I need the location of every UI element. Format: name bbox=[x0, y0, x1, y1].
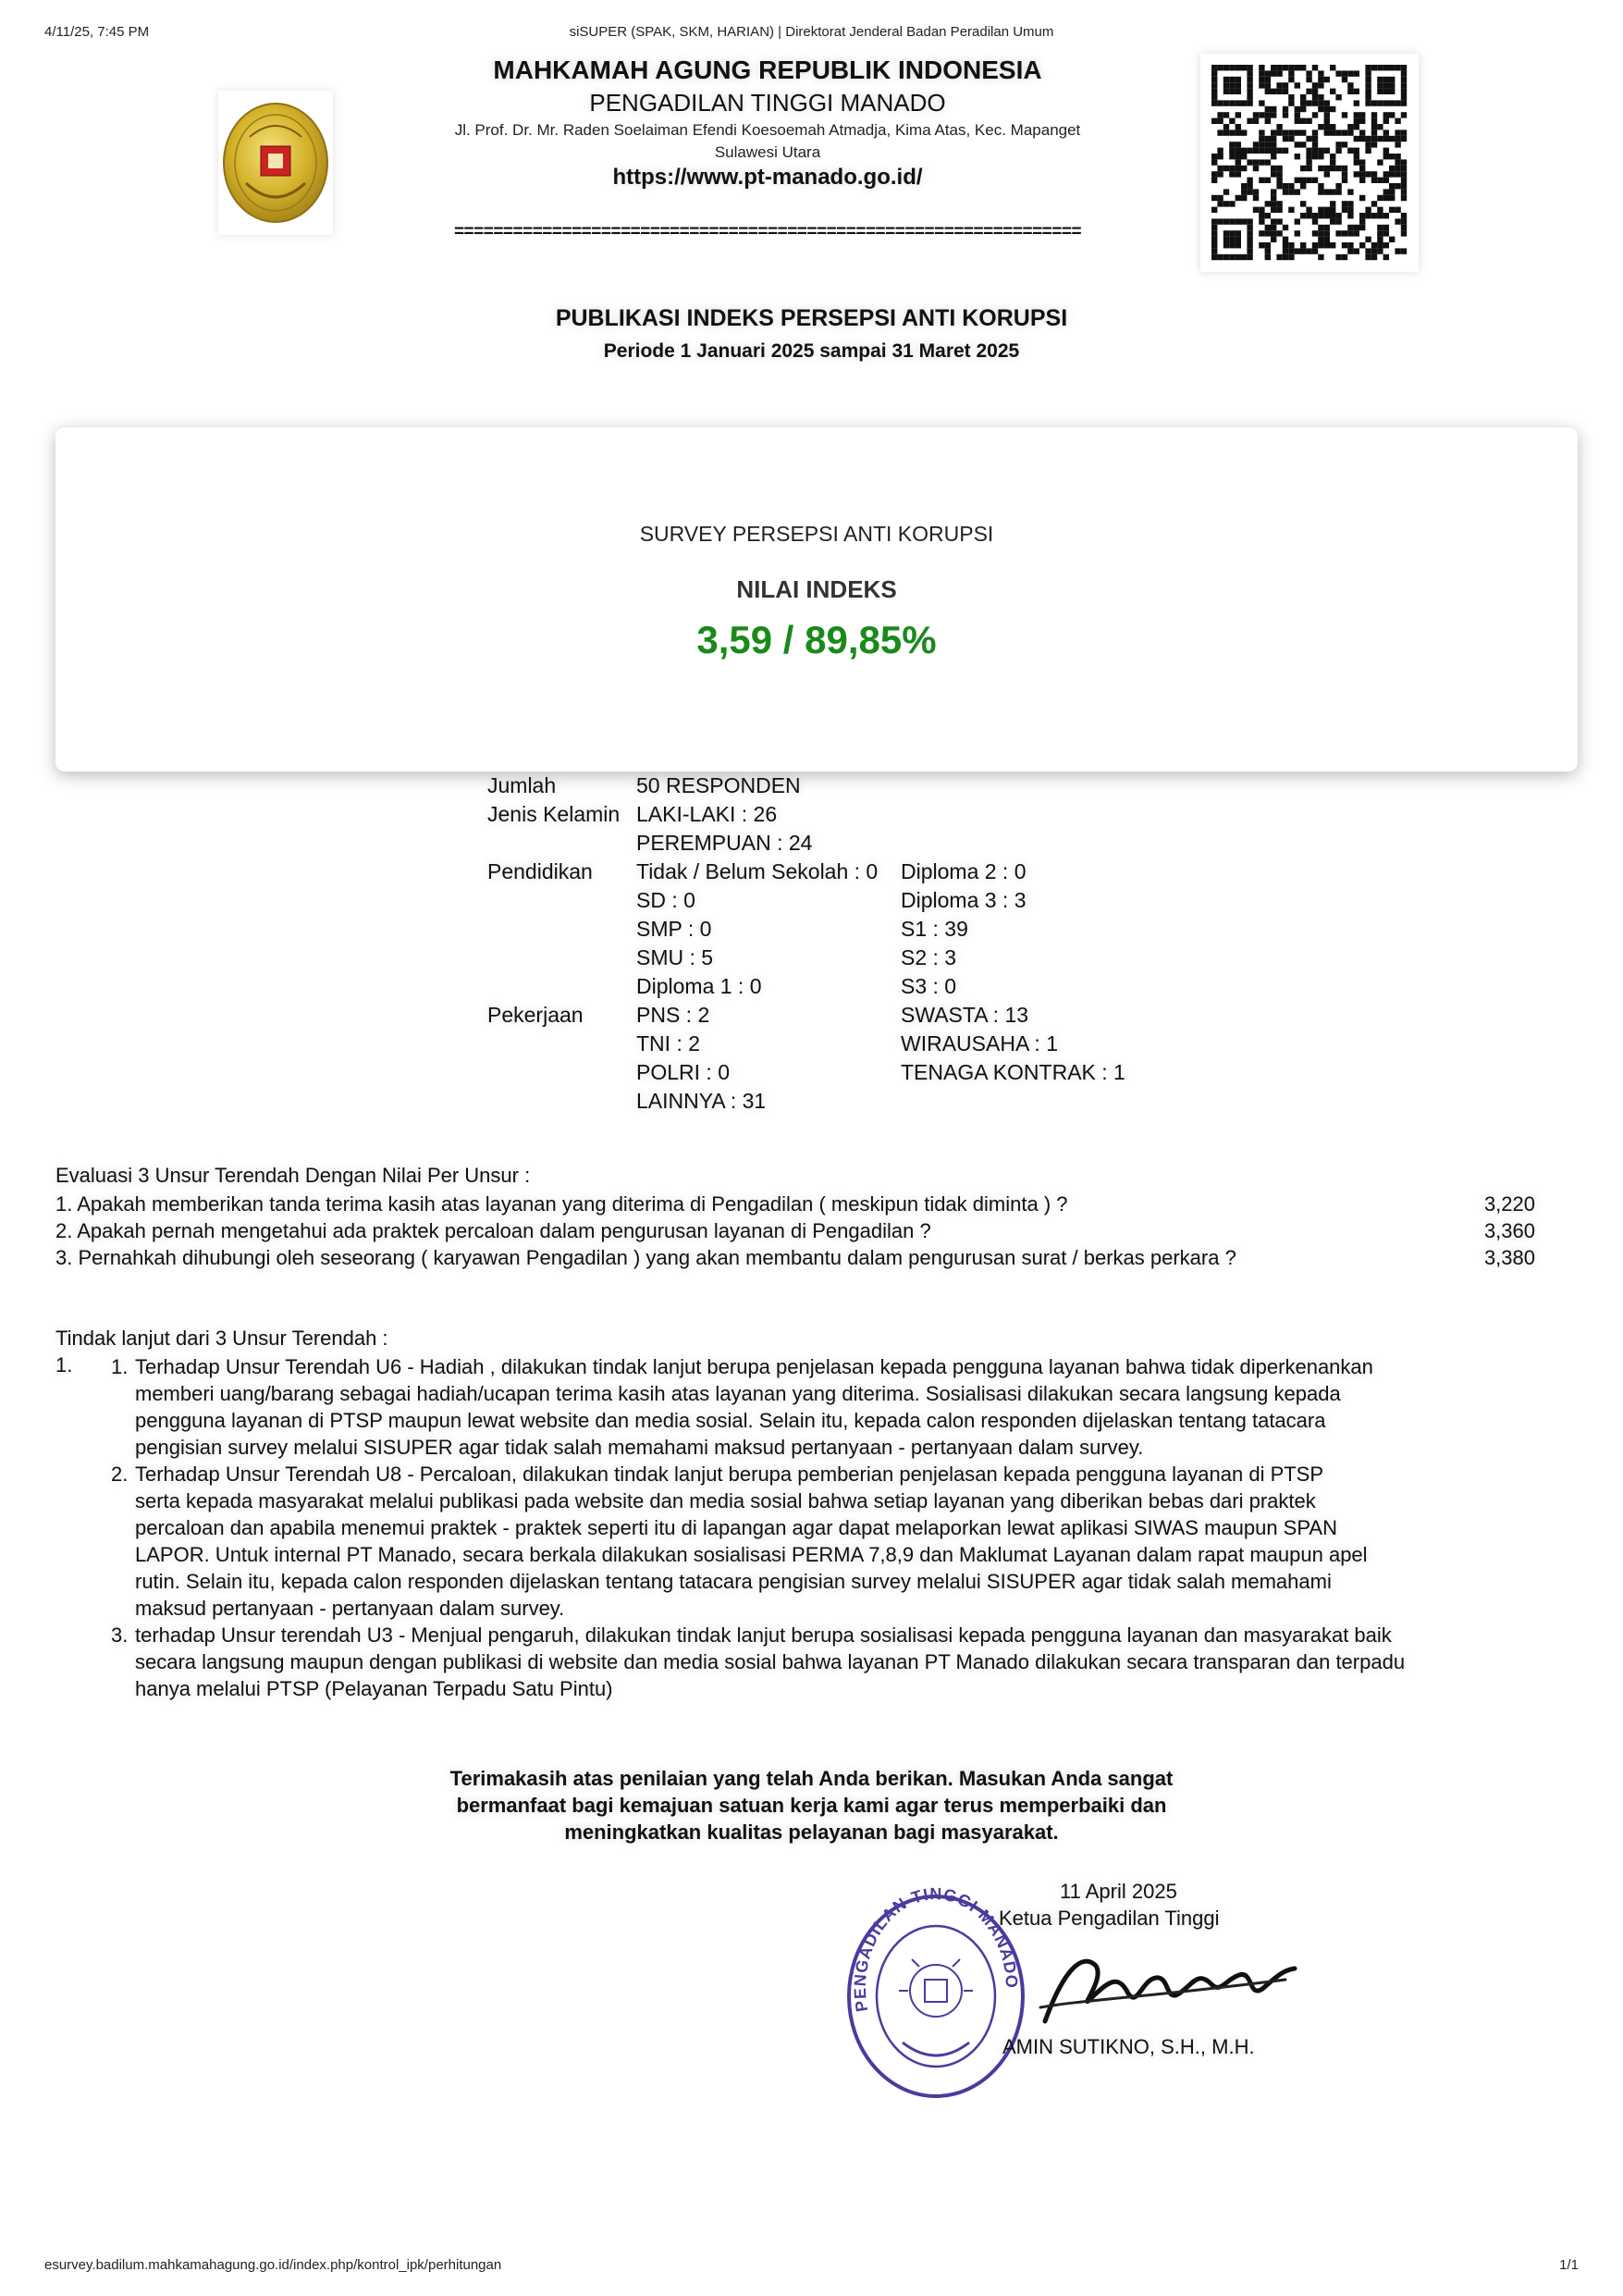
job-item: LAINNYA : 31 bbox=[636, 1089, 767, 1113]
closing-line: meningkatkan kualitas pelayanan bagi masyarakat. bbox=[564, 1821, 1059, 1844]
jumlah-value: 50 RESPONDEN bbox=[636, 773, 801, 797]
followup-line: serta kepada masyarakat melalui publikasi pada website dan media sosial bahwa setiap layanan yang diberikan bebas dari praktek bbox=[135, 1489, 1316, 1512]
publication-title: PUBLIKASI INDEKS PERSEPSI ANTI KORUPSI bbox=[555, 305, 1068, 331]
followup-line: secara langsung maupun dengan publikasi di website dan media sosial bahwa layanan PT Manado dilakukan secara transparan dan terpadu bbox=[135, 1650, 1406, 1673]
followup-line: pengguna layanan di PTSP maupun lewat website dan media sosial. Selain itu, kepada calon responden dijelaskan tentang tatacara bbox=[135, 1409, 1326, 1432]
education-item: S2 : 3 bbox=[901, 945, 957, 969]
followup-line: memberi uang/barang sebagai hadiah/ucapan terima kasih atas layanan yang diterima. Sosialisasi dilakukan secara langsung kepada bbox=[135, 1382, 1341, 1405]
court-stamp bbox=[843, 1878, 1028, 2100]
education-item: Diploma 1 : 0 bbox=[636, 974, 762, 998]
job-item: WIRAUSAHA : 1 bbox=[901, 1031, 1058, 1055]
education-item: SD : 0 bbox=[636, 888, 695, 912]
print-url: esurvey.badilum.mahkamahagung.go.id/index.php/kontrol_ipk/perhitungan bbox=[44, 2257, 502, 2273]
address-line-2: Sulawesi Utara bbox=[714, 143, 821, 161]
website-link[interactable]: https://www.pt-manado.go.id/ bbox=[612, 165, 923, 190]
education-label: Pendidikan bbox=[487, 859, 593, 883]
institution-name: MAHKAMAH AGUNG REPUBLIK INDONESIA bbox=[493, 56, 1042, 84]
closing-line: bermanfaat bagi kemajuan satuan kerja kami agar terus memperbaiki dan bbox=[456, 1794, 1167, 1817]
job-item: TENAGA KONTRAK : 1 bbox=[901, 1060, 1125, 1084]
survey-name: SURVEY PERSEPSI ANTI KORUPSI bbox=[639, 522, 994, 546]
followup-line: hanya melalui PTSP (Pelayanan Terpadu Satu Pintu) bbox=[135, 1677, 613, 1700]
followup-line: rutin. Selain itu, kepada calon responden dijelaskan tentang tatacara pengisian survey melalui SISUPER agar tidak salah memahami bbox=[135, 1570, 1332, 1593]
evaluation-question: 1. Apakah memberikan tanda terima kasih atas layanan yang diterima di Pengadilan ( meskipun tidak diminta ) ? bbox=[55, 1192, 1068, 1216]
followup-number: 1. bbox=[111, 1355, 129, 1378]
education-item: S1 : 39 bbox=[901, 917, 968, 941]
evaluation-score: 3,220 bbox=[1483, 1192, 1535, 1216]
followup-line: Terhadap Unsur Terendah U8 - Percaloan, dilakukan tindak lanjut berupa pemberian penjelasan kepada pengguna layanan di PTSP bbox=[135, 1463, 1324, 1486]
followup-number: 2. bbox=[111, 1463, 129, 1486]
followup-line: terhadap Unsur terendah U3 - Menjual pengaruh, dilakukan tindak lanjut berupa sosialisasi kepada pengguna layanan dan masyarakat baik bbox=[135, 1623, 1392, 1647]
followup-line: pengisian survey melalui SISUPER agar tidak salah memahami maksud pertanyaan - pertanyaan dalam survey. bbox=[135, 1436, 1144, 1459]
print-page-number: 1/1 bbox=[1559, 2257, 1579, 2273]
index-card bbox=[55, 427, 1578, 772]
followup-heading: Tindak lanjut dari 3 Unsur Terendah : bbox=[55, 1327, 388, 1350]
index-value: 3,59 / 89,85% bbox=[696, 618, 937, 661]
gender-female: PEREMPUAN : 24 bbox=[636, 831, 813, 855]
mahkamah-agung-logo bbox=[218, 91, 333, 235]
education-item: Tidak / Belum Sekolah : 0 bbox=[636, 859, 879, 883]
closing-message bbox=[0, 1765, 1623, 1845]
index-label: NILAI INDEKS bbox=[736, 575, 897, 603]
evaluation-score: 3,380 bbox=[1483, 1246, 1535, 1269]
closing-line: Terimakasih atas penilaian yang telah Anda berikan. Masukan Anda sangat bbox=[449, 1767, 1174, 1790]
court-name: PENGADILAN TINGGI MANADO bbox=[589, 89, 946, 117]
gender-label: Jenis Kelamin bbox=[487, 802, 621, 826]
signature-position: Ketua Pengadilan Tinggi bbox=[999, 1907, 1220, 1930]
stamp-text: PENGADILAN TINGGI MANADO bbox=[850, 1884, 1022, 2014]
followup-outer-number: 1. bbox=[55, 1353, 73, 1376]
signature-date: 11 April 2025 bbox=[1060, 1880, 1177, 1903]
education-item: S3 : 0 bbox=[901, 974, 957, 998]
job-item: PNS : 2 bbox=[636, 1003, 710, 1027]
followup-number: 3. bbox=[111, 1623, 129, 1647]
signatory-name: AMIN SUTIKNO, S.H., M.H. bbox=[1002, 2035, 1255, 2058]
handwritten-signature bbox=[1027, 1943, 1304, 2035]
evaluation-score: 3,360 bbox=[1483, 1219, 1535, 1242]
evaluation-question: 2. Apakah pernah mengetahui ada praktek percaloan dalam pengurusan layanan di Pengadilan ? bbox=[55, 1219, 931, 1242]
address-line-1: Jl. Prof. Dr. Mr. Raden Soelaiman Efendi Koesoemah Atmadja, Kima Atas, Kec. Mapanget bbox=[454, 121, 1081, 139]
followup-line: Terhadap Unsur Terendah U6 - Hadiah , dilakukan tindak lanjut berupa penjelasan kepada pengguna layanan bahwa tidak diperkenankan bbox=[135, 1355, 1373, 1378]
print-page-title: siSUPER (SPAK, SKM, HARIAN) | Direktorat Jenderal Badan Peradilan Umum bbox=[569, 24, 1054, 40]
education-item: Diploma 3 : 3 bbox=[901, 888, 1027, 912]
job-label: Pekerjaan bbox=[487, 1003, 584, 1027]
evaluation-question: 3. Pernahkah dihubungi oleh seseorang ( karyawan Pengadilan ) yang akan membantu dalam pengurusan surat / berkas perkara ? bbox=[55, 1246, 1236, 1269]
jumlah-label: Jumlah bbox=[487, 773, 557, 797]
job-item: POLRI : 0 bbox=[636, 1060, 730, 1084]
job-item: SWASTA : 13 bbox=[901, 1003, 1029, 1027]
followup-line: LAPOR. Untuk internal PT Manado, secara berkala dilakukan sosialisasi PERMA 7,8,9 dan Maklumat Layanan dalam rapat maupun apel bbox=[135, 1543, 1368, 1566]
gender-male: LAKI-LAKI : 26 bbox=[636, 802, 778, 826]
print-datetime: 4/11/25, 7:45 PM bbox=[44, 24, 150, 40]
evaluation-heading: Evaluasi 3 Unsur Terendah Dengan Nilai Per Unsur : bbox=[55, 1164, 531, 1187]
followup-line: percaloan dan apabila menemui praktek - praktek seperti itu di lapangan agar dapat melaporkan lewat aplikasi SIWAS maupun SPAN bbox=[135, 1516, 1337, 1539]
header-divider: ================================================================ bbox=[453, 222, 1082, 241]
publication-period: Periode 1 Januari 2025 sampai 31 Maret 2025 bbox=[603, 340, 1020, 362]
education-item: Diploma 2 : 0 bbox=[901, 859, 1027, 883]
qr-code bbox=[1200, 54, 1419, 272]
education-item: SMP : 0 bbox=[636, 917, 712, 941]
job-item: TNI : 2 bbox=[636, 1031, 701, 1055]
followup-line: maksud pertanyaan - pertanyaan dalam survey. bbox=[135, 1597, 565, 1620]
education-item: SMU : 5 bbox=[636, 945, 714, 969]
